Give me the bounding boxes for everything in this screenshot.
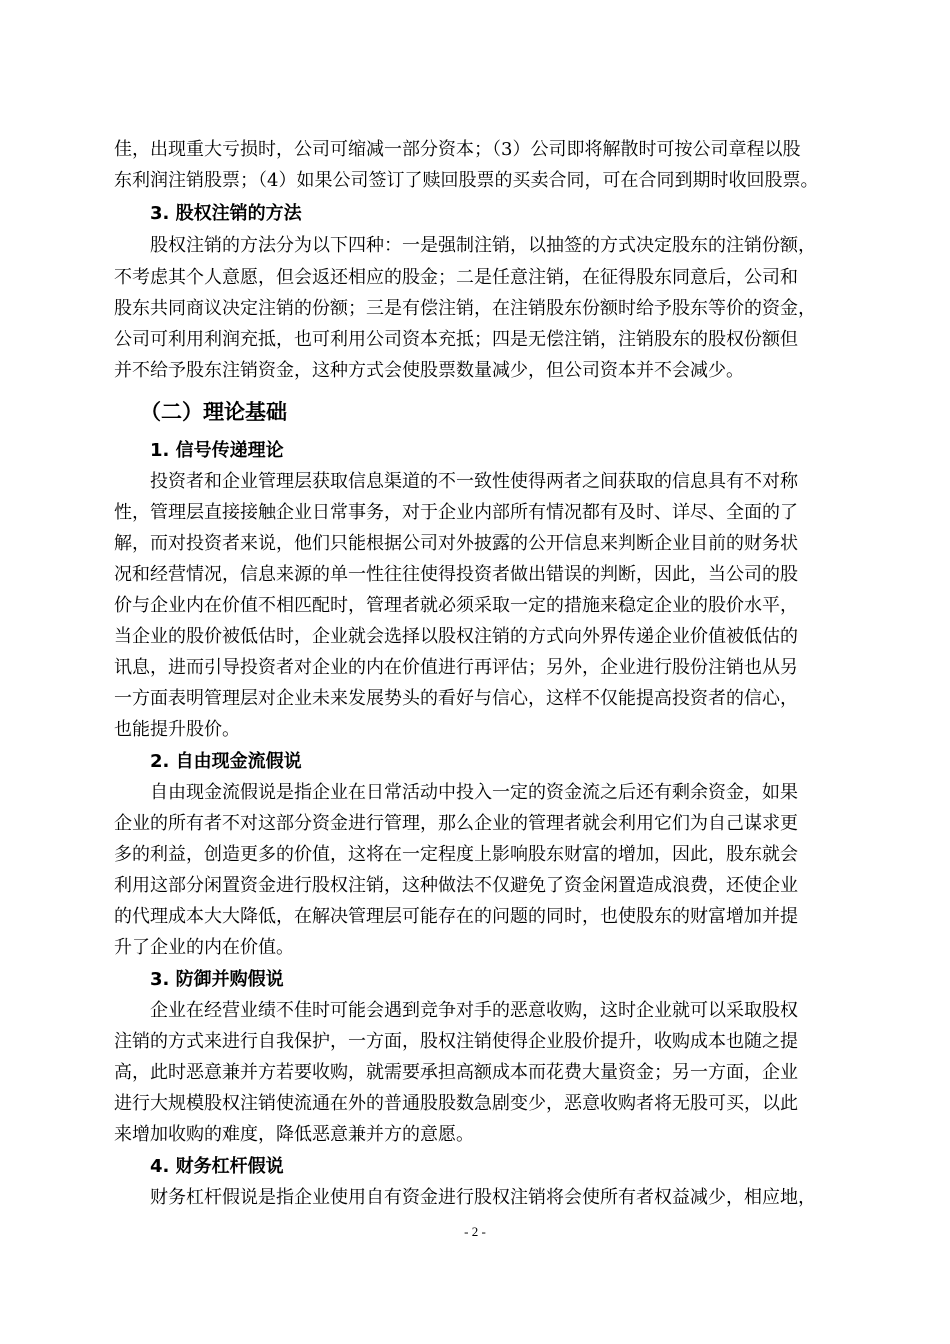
section-heading: 3. 防御并购假说: [150, 969, 284, 990]
paragraph-line: 一方面表明管理层对企业未来发展势头的看好与信心，这样不仅能提高投资者的信心，: [114, 688, 798, 709]
paragraph-line: 进行大规模股权注销使流通在外的普通股股数急剧变少，恶意收购者将无股可买，以此: [114, 1093, 798, 1114]
paragraph-line: 利用这部分闲置资金进行股权注销，这种做法不仅避免了资金闲置造成浪费，还使企业: [114, 875, 798, 896]
section-heading: 2. 自由现金流假说: [150, 751, 302, 772]
paragraph-line: 企业的所有者不对这部分资金进行管理，那么企业的管理者就会利用它们为自己谋求更: [114, 813, 798, 834]
section-heading: 1. 信号传递理论: [150, 440, 284, 461]
paragraph-line: 并不给予股东注销资金，这种方式会使股票数量减少，但公司资本并不会减少。: [114, 360, 744, 381]
paragraph-line: 佳，出现重大亏损时，公司可缩减一部分资本；（3）公司即将解散时可按公司章程以股: [114, 139, 801, 160]
paragraph-line: 况和经营情况，信息来源的单一性往往使得投资者做出错误的判断，因此，当公司的股: [114, 564, 798, 585]
paragraph-line: 也能提升股价。: [114, 719, 240, 740]
paragraph-line: 财务杠杆假说是指企业使用自有资金进行股权注销将会使所有者权益减少，相应地，: [150, 1187, 816, 1208]
paragraph-line: 多的利益，创造更多的价值，这将在一定程度上影响股东财富的增加，因此，股东就会: [114, 844, 798, 865]
paragraph-line: 讯息，进而引导投资者对企业的内在价值进行再评估；另外，企业进行股份注销也从另: [114, 657, 798, 678]
paragraph-line: 的代理成本大大降低，在解决管理层可能存在的问题的同时，也使股东的财富增加并提: [114, 906, 798, 927]
paragraph-line: 股东共同商议决定注销的份额；三是有偿注销，在注销股东份额时给予股东等价的资金，: [114, 298, 816, 319]
page-number: - 2 -: [464, 1224, 486, 1239]
paragraph-line: 公司可利用利润充抵，也可利用公司资本充抵；四是无偿注销，注销股东的股权份额但: [114, 329, 798, 350]
paragraph-line: 东利润注销股票；（4）如果公司签订了赎回股票的买卖合同，可在合同到期时收回股票。: [114, 170, 819, 191]
section-heading: 4. 财务杠杆假说: [150, 1156, 284, 1177]
chapter-heading: （二）理论基础: [140, 400, 287, 424]
paragraph-line: 高，此时恶意兼并方若要收购，就需要承担高额成本而花费大量资金；另一方面，企业: [114, 1062, 798, 1083]
paragraph-line: 升了企业的内在价值。: [114, 937, 294, 958]
paragraph-line: 当企业的股价被低估时，企业就会选择以股权注销的方式向外界传递企业价值被低估的: [114, 626, 798, 647]
paragraph-line: 自由现金流假说是指企业在日常活动中投入一定的资金流之后还有剩余资金，如果: [150, 782, 798, 803]
section-heading: 3. 股权注销的方法: [150, 203, 302, 224]
paragraph-line: 股权注销的方法分为以下四种：一是强制注销，以抽签的方式决定股东的注销份额，: [150, 235, 816, 256]
paragraph-line: 不考虑其个人意愿，但会返还相应的股金；二是任意注销，在征得股东同意后，公司和: [114, 267, 798, 288]
paragraph-line: 投资者和企业管理层获取信息渠道的不一致性使得两者之间获取的信息具有不对称: [150, 471, 798, 492]
paragraph-line: 性，管理层直接接触企业日常事务，对于企业内部所有情况都有及时、详尽、全面的了: [114, 502, 798, 523]
paragraph-line: 企业在经营业绩不佳时可能会遇到竞争对手的恶意收购，这时企业就可以采取股权: [150, 1000, 798, 1021]
paragraph-line: 价与企业内在价值不相匹配时，管理者就必须采取一定的措施来稳定企业的股价水平，: [114, 595, 798, 616]
paragraph-line: 注销的方式来进行自我保护，一方面，股权注销使得企业股价提升，收购成本也随之提: [114, 1031, 798, 1052]
paragraph-line: 来增加收购的难度，降低恶意兼并方的意愿。: [114, 1124, 474, 1145]
paragraph-line: 解，而对投资者来说，他们只能根据公司对外披露的公开信息来判断企业目前的财务状: [114, 533, 798, 554]
